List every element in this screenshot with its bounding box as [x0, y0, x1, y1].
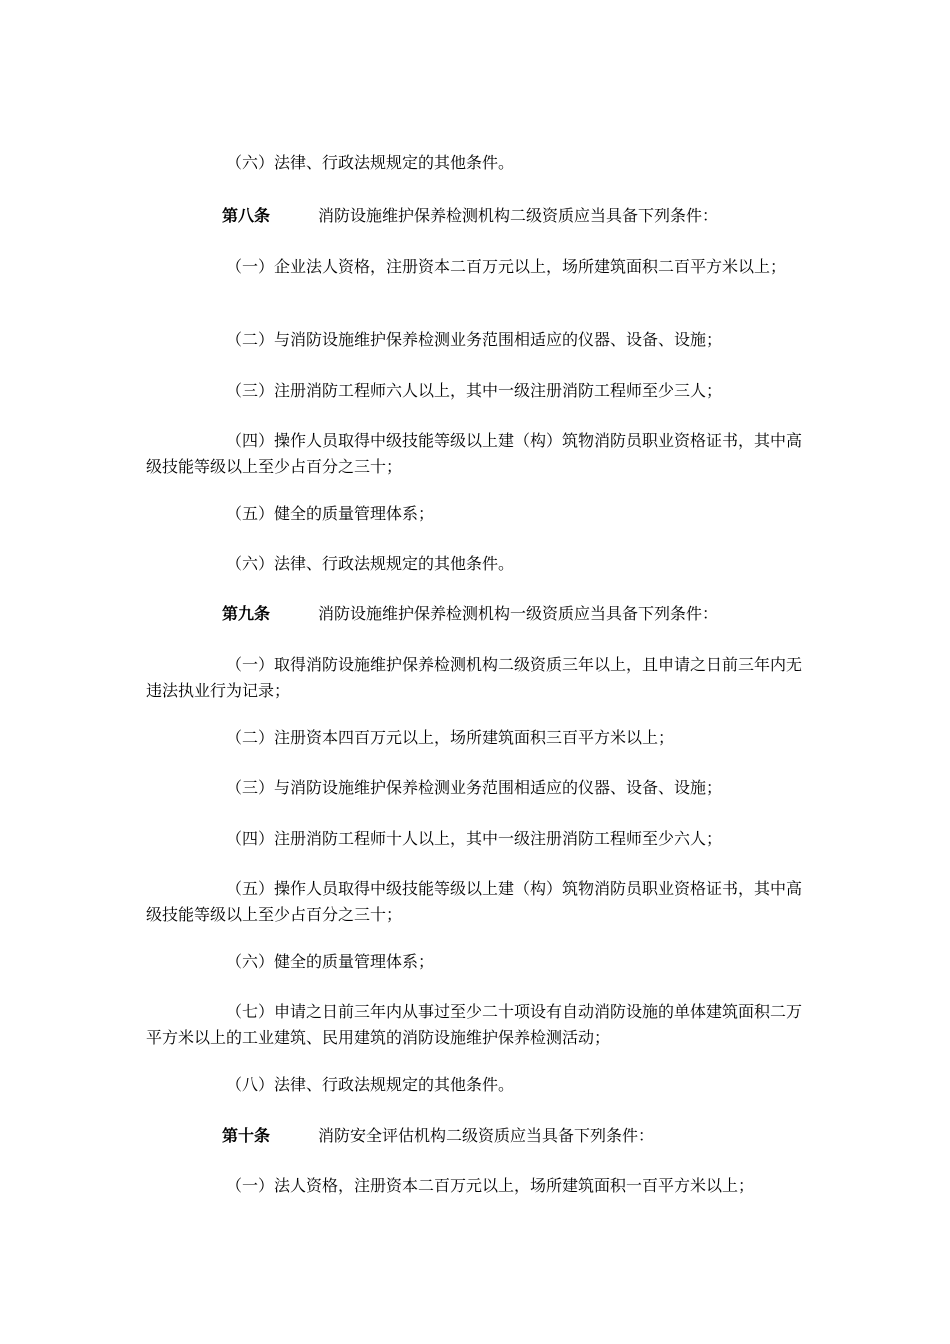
- paragraph-item-3: （三）注册消防工程师六人以上，其中一级注册消防工程师至少三人；: [226, 381, 723, 400]
- paragraph-item-6: （六）法律、行政法规规定的其他条件。: [226, 153, 515, 172]
- article-10-heading: 第十条: [222, 1126, 271, 1145]
- paragraph-item-9-7: （七）申请之日前三年内从事过至少二十项设有自动消防设施的单体建筑面积二万平方米以上的工业建筑、民用建筑的消防设施维护保养检测活动；: [146, 1002, 803, 1047]
- paragraph-item-2: （二）与消防设施维护保养检测业务范围相适应的仪器、设备、设施；: [226, 330, 723, 349]
- article-10-intro: 消防安全评估机构二级资质应当具备下列条件：: [318, 1126, 655, 1145]
- paragraph-item-5: （五）健全的质量管理体系；: [226, 504, 435, 523]
- paragraph-item-9-5: （五）操作人员取得中级技能等级以上建（构）筑物消防员职业资格证书，其中高级技能等级以上至少占百分之三十；: [146, 879, 803, 924]
- article-9-heading: 第九条: [222, 604, 271, 623]
- paragraph-item-9-4: （四）注册消防工程师十人以上，其中一级注册消防工程师至少六人；: [226, 829, 723, 848]
- article-8-heading: 第八条: [222, 206, 271, 225]
- article-8-intro: 消防设施维护保养检测机构二级资质应当具备下列条件：: [318, 206, 719, 225]
- paragraph-item-9-6: （六）健全的质量管理体系；: [226, 952, 435, 971]
- paragraph-item-9-8: （八）法律、行政法规规定的其他条件。: [226, 1075, 515, 1094]
- article-9-intro: 消防设施维护保养检测机构一级资质应当具备下列条件：: [318, 604, 719, 623]
- paragraph-item-9-2: （二）注册资本四百万元以上，场所建筑面积三百平方米以上；: [226, 728, 675, 747]
- paragraph-item-9-1: （一）取得消防设施维护保养检测机构二级资质三年以上，且申请之日前三年内无违法执业行为记录；: [146, 655, 803, 700]
- paragraph-item-6b: （六）法律、行政法规规定的其他条件。: [226, 554, 515, 573]
- paragraph-item-4: （四）操作人员取得中级技能等级以上建（构）筑物消防员职业资格证书，其中高级技能等级以上至少占百分之三十；: [146, 431, 803, 476]
- paragraph-item-10-1: （一）法人资格，注册资本二百万元以上，场所建筑面积一百平方米以上；: [226, 1176, 755, 1195]
- paragraph-item-9-3: （三）与消防设施维护保养检测业务范围相适应的仪器、设备、设施；: [226, 778, 723, 797]
- paragraph-item-1: （一）企业法人资格，注册资本二百万元以上，场所建筑面积二百平方米以上；: [226, 257, 787, 276]
